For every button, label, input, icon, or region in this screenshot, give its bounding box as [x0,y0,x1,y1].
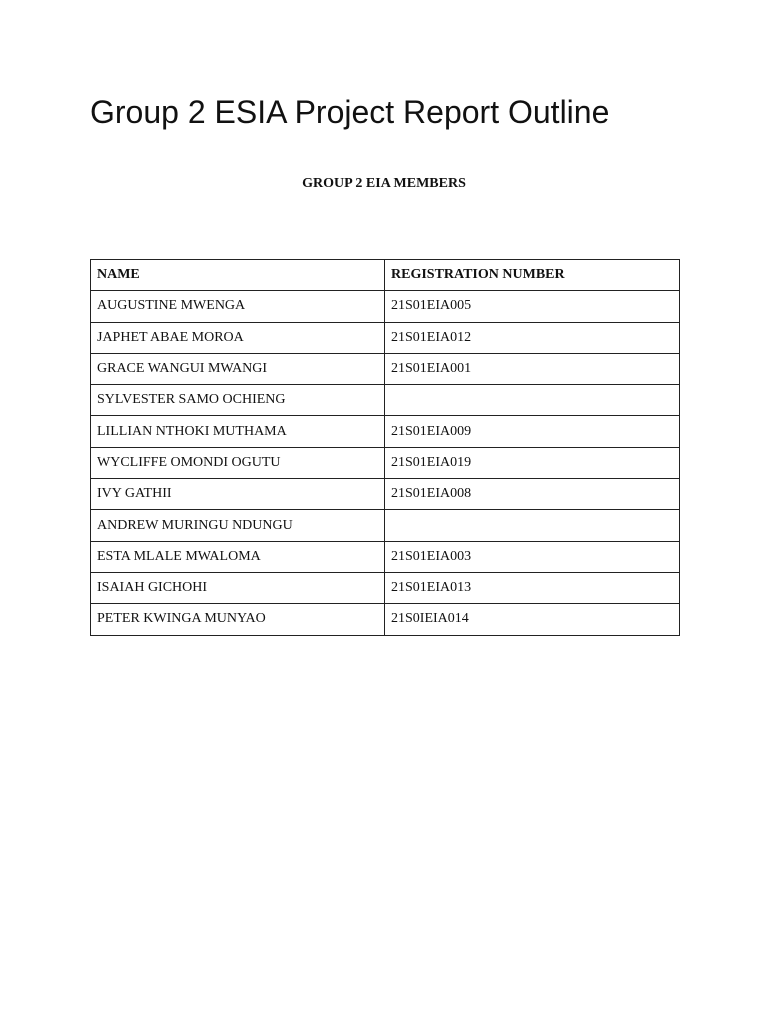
table-row [91,385,680,416]
table-row [91,416,680,447]
table-row [91,510,680,541]
table-row [91,322,680,353]
column-header-registration-number: REGISTRATION NUMBER [385,260,680,291]
registration-number-cell [385,385,680,416]
member-name-cell: JAPHET ABAE MOROA [91,322,385,353]
member-name-cell: LILLIAN NTHOKI MUTHAMA [91,416,385,447]
page-title: Group 2 ESIA Project Report Outline [90,94,610,130]
member-name-cell: ANDREW MURINGU NDUNGU [91,510,385,541]
column-header-name: NAME [91,260,385,291]
member-name-cell: ISAIAH GICHOHI [91,572,385,603]
table-row [91,541,680,572]
members-table [90,259,680,636]
table-row [91,604,680,635]
registration-number-cell: 21S01EIA005 [385,291,680,322]
member-name-cell: GRACE WANGUI MWANGI [91,353,385,384]
registration-number-cell: 21S01EIA001 [385,353,680,384]
member-name-cell: ESTA MLALE MWALOMA [91,541,385,572]
member-name-cell: WYCLIFFE OMONDI OGUTU [91,447,385,478]
registration-number-cell [385,510,680,541]
registration-number-cell: 21S01EIA003 [385,541,680,572]
registration-number-cell: 21S01EIA012 [385,322,680,353]
table-row [91,572,680,603]
member-name-cell: AUGUSTINE MWENGA [91,291,385,322]
member-name-cell: PETER KWINGA MUNYAO [91,604,385,635]
registration-number-cell: 21S01EIA019 [385,447,680,478]
table-header-row [91,260,680,291]
registration-number-cell: 21S01EIA013 [385,572,680,603]
members-subheading: GROUP 2 EIA MEMBERS [302,176,466,191]
member-name-cell: IVY GATHII [91,479,385,510]
registration-number-cell: 21S01EIA009 [385,416,680,447]
table-row [91,353,680,384]
table-row [91,447,680,478]
table-row [91,291,680,322]
registration-number-cell: 21S0IEIA014 [385,604,680,635]
registration-number-cell: 21S01EIA008 [385,479,680,510]
member-name-cell: SYLVESTER SAMO OCHIENG [91,385,385,416]
table-row [91,479,680,510]
